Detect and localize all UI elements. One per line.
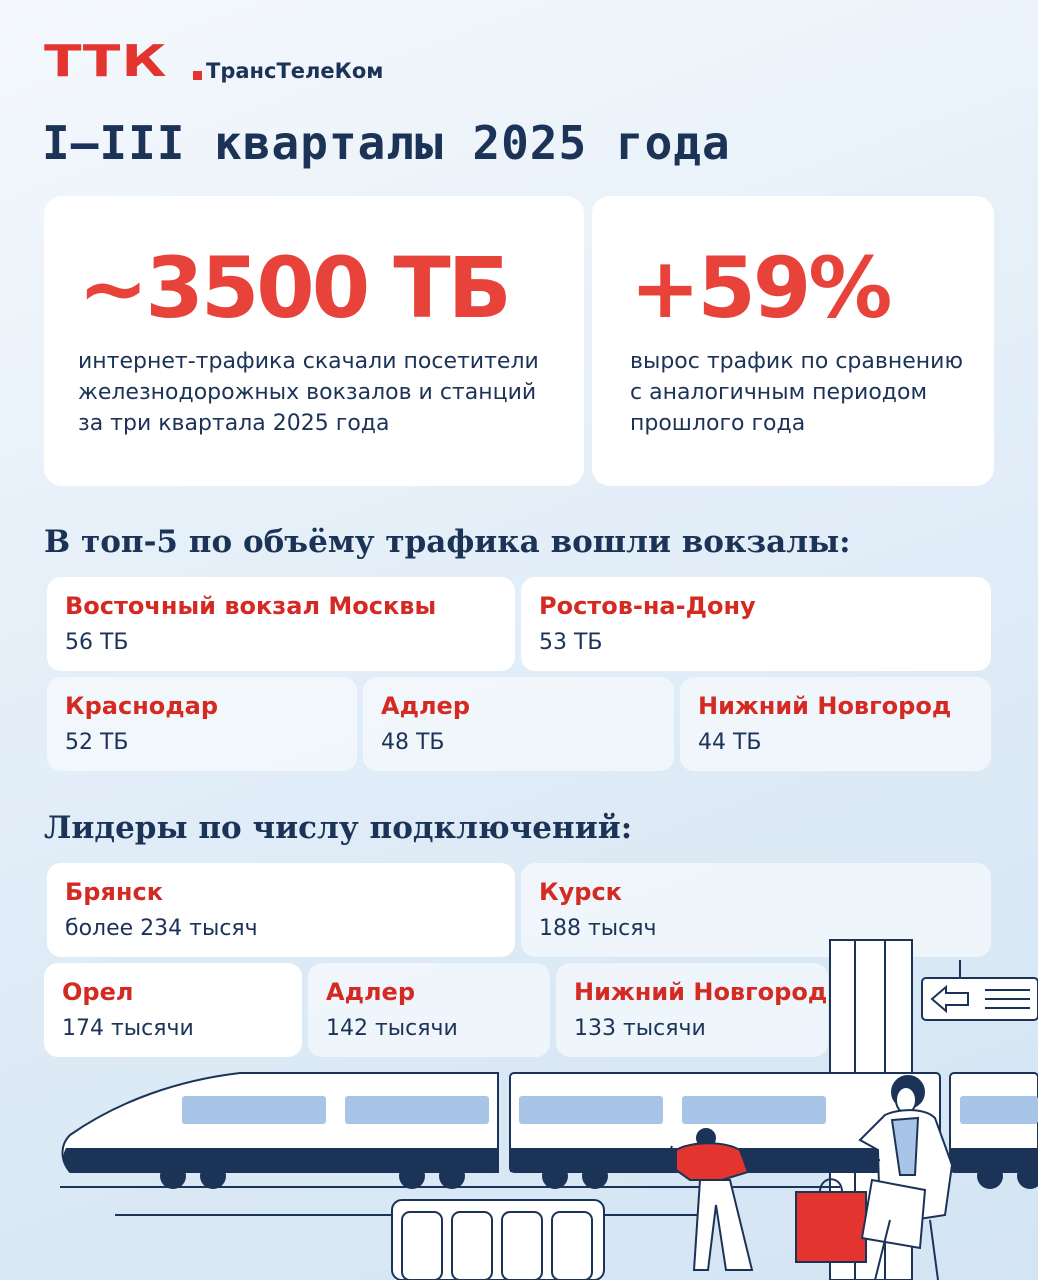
bench-icon: [392, 1200, 604, 1280]
stat-description-line: прошлого года: [630, 411, 806, 436]
station-connections: 133 тысячи: [574, 1016, 706, 1041]
connections-tile: [308, 963, 550, 1057]
station-name: Восточный вокзал Москвы: [65, 592, 437, 620]
station-name: Курск: [539, 878, 622, 906]
station-traffic: 44 ТБ: [698, 730, 762, 755]
traveler-icon: [668, 1129, 752, 1270]
traffic-section-title: В топ-5 по объёму трафика вошли вокзалы:: [44, 524, 851, 560]
stat-description-line: железнодорожных вокзалов и станций: [78, 380, 537, 405]
station-name: Нижний Новгород: [698, 692, 952, 720]
station-name: Ростов-на-Дону: [539, 592, 756, 620]
station-connections: более 234 тысяч: [65, 916, 258, 941]
stat-description-line: за три квартала 2025 года: [78, 411, 390, 436]
station-name: Орел: [62, 978, 134, 1006]
station-connections: 142 тысячи: [326, 1016, 458, 1041]
station-name: Адлер: [381, 692, 470, 720]
connections-tile: [44, 963, 302, 1057]
logo-mark: ТТК: [44, 36, 168, 87]
stat-value-traffic: ~3500 ТБ: [78, 239, 509, 337]
stat-description-line: интернет-трафика скачали посетители: [78, 349, 539, 374]
logo-name: ТрансТелеКом: [206, 59, 384, 83]
connections-section-title: Лидеры по числу подключений:: [44, 810, 633, 846]
stat-value-growth: +59%: [630, 239, 890, 337]
station-name: Брянск: [65, 878, 163, 906]
station-name: Адлер: [326, 978, 415, 1006]
station-name: Нижний Новгород: [574, 978, 828, 1006]
page-title: I–III кварталы 2025 года: [42, 116, 731, 170]
connections-tile: [556, 963, 828, 1057]
arrow-left-sign-icon: [922, 960, 1038, 1020]
station-traffic: 52 ТБ: [65, 730, 129, 755]
station-connections: 188 тысяч: [539, 916, 657, 941]
station-name: Краснодар: [65, 692, 219, 720]
stat-description-line: с аналогичным периодом: [630, 380, 928, 405]
stat-description-line: вырос трафик по сравнению: [630, 349, 963, 374]
station-traffic: 48 ТБ: [381, 730, 445, 755]
station-connections: 174 тысячи: [62, 1016, 194, 1041]
station-traffic: 53 ТБ: [539, 630, 603, 655]
station-traffic: 56 ТБ: [65, 630, 129, 655]
